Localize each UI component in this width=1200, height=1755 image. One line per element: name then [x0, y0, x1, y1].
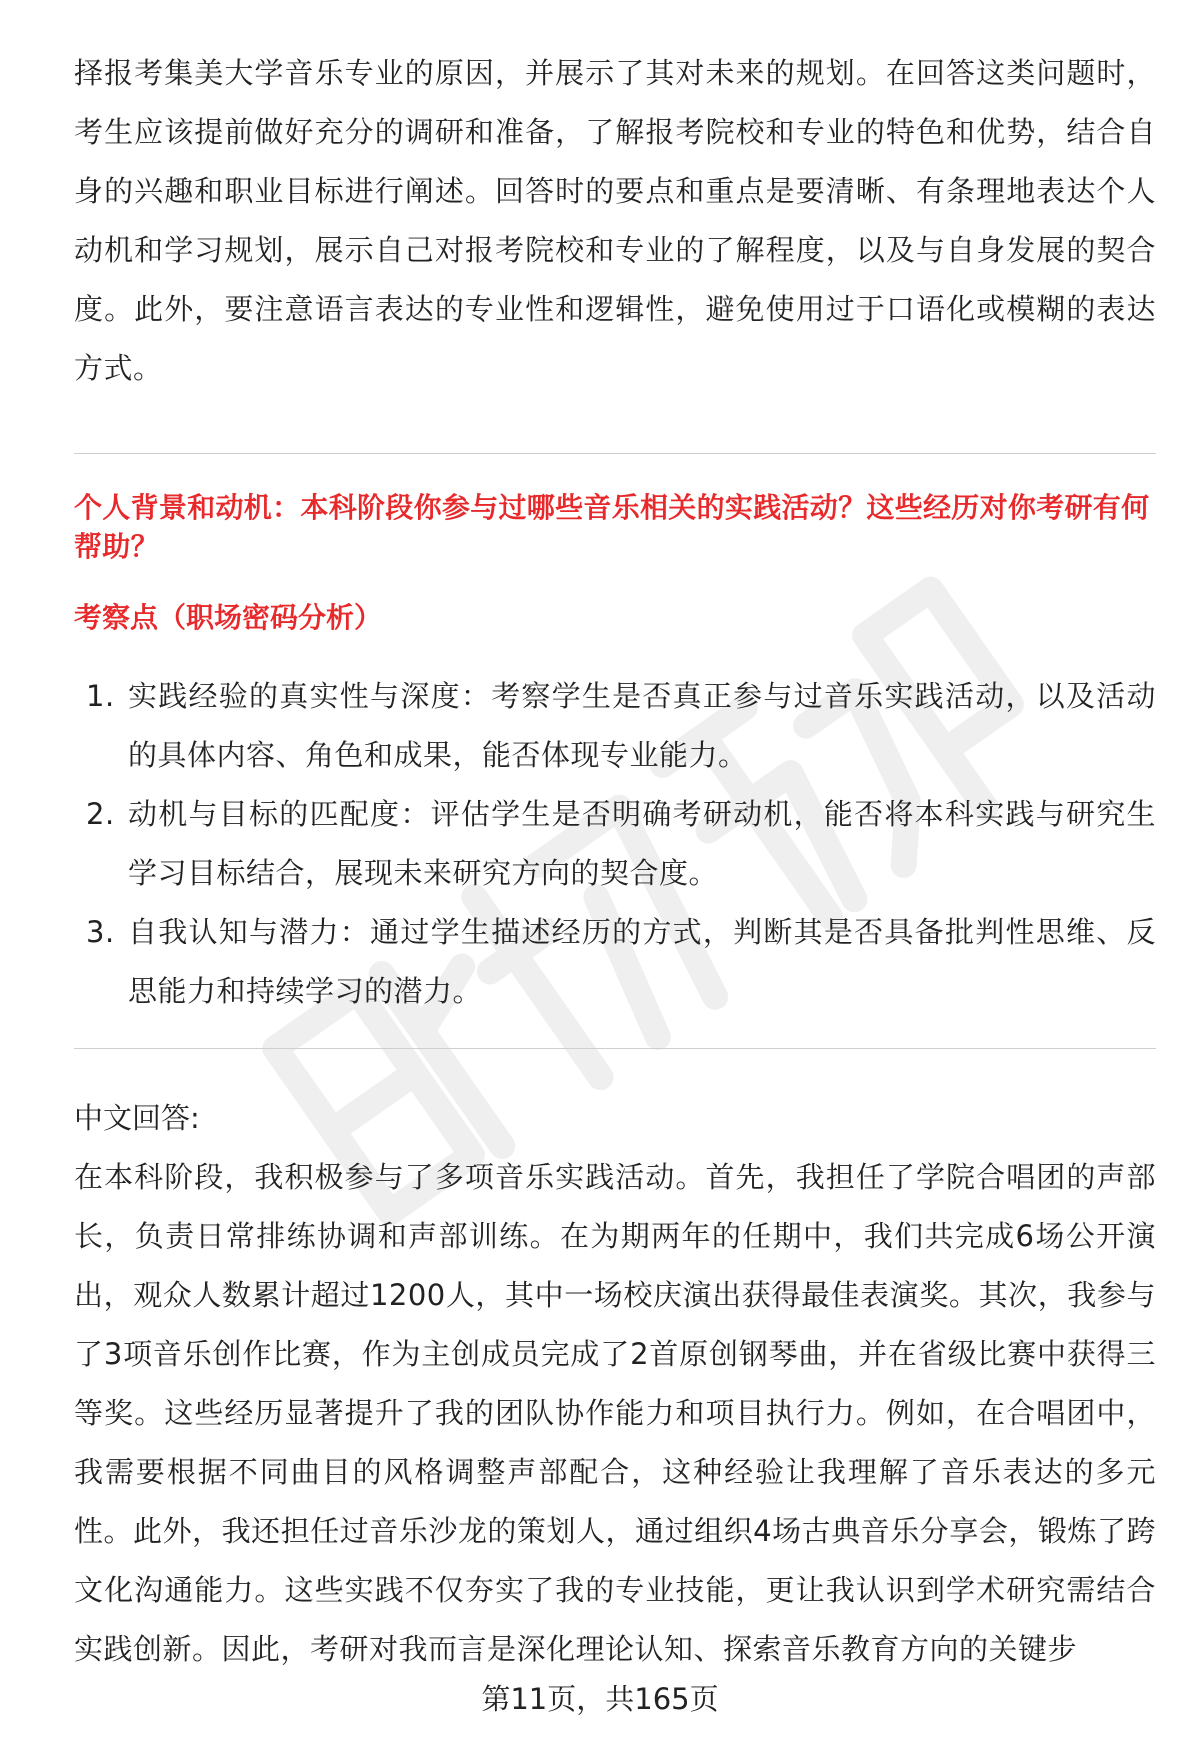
answer-label: 中文回答:: [74, 1101, 200, 1135]
list-item-text: 实践经验的真实性与深度：考察学生是否真正参与过音乐实践活动，以及活动的具体内容、角色和成果，能否体现专业能力。: [128, 679, 1156, 772]
exam-point-list: [74, 667, 1156, 1021]
list-item-number: 2.: [86, 797, 115, 831]
answer-paragraph: 在本科阶段，我积极参与了多项音乐实践活动。首先，我担任了学院合唱团的声部长，负责日常排练协调和声部训练。在为期两年的任期中，我们共完成6场公开演出，观众人数累计超过1200人，其中一场校庆演出获得最佳表演奖。其次，我参与了3项音乐创作比赛，作为主创成员完成了2首原创钢琴曲，并在省级比赛中获得三等奖。这些经历显著提升了我的团队协作能力和项目执行力。例如，在合唱团中，我需要根据不同曲目的风格调整声部配合，这种经验让我理解了音乐表达的多元性。此外，我还担任过音乐沙龙的策划人，通过组织4场古典音乐分享会，锻炼了跨文化沟通能力。这些实践不仅夯实了我的专业技能，更让我认识到学术研究需结合实践创新。因此，考研对我而言是深化理论认知、探索音乐教育方向的关键步: [74, 1160, 1156, 1666]
list-item: [74, 667, 1156, 785]
intro-paragraph: 择报考集美大学音乐专业的原因，并展示了其对未来的规划。在回答这类问题时，考生应该提前做好充分的调研和准备，了解报考院校和专业的特色和优势，结合自身的兴趣和职业目标进行阐述。回答时的要点和重点是要清晰、有条理地表达个人动机和学习规划，展示自己对报考院校和专业的了解程度，以及与自身发展的契合度。此外，要注意语言表达的专业性和逻辑性，避免使用过于口语化或模糊的表达方式。: [74, 56, 1156, 385]
section-divider: [74, 453, 1156, 454]
list-item: [74, 785, 1156, 903]
section-divider: [74, 1048, 1156, 1049]
list-item-number: 3.: [86, 915, 115, 949]
exam-point-heading: 考察点（职场密码分析）: [74, 601, 383, 634]
list-item-number: 1.: [86, 679, 115, 713]
page-indicator: 第11页，共165页: [481, 1682, 719, 1716]
question-title: 个人背景和动机：本科阶段你参与过哪些音乐相关的实践活动？这些经历对你考研有何帮助？: [74, 491, 1150, 563]
document-page: [74, 0, 1156, 1755]
list-item-text: 自我认知与潜力：通过学生描述经历的方式，判断其是否具备批判性思维、反思能力和持续学习的潜力。: [128, 915, 1156, 1008]
list-item-text: 动机与目标的匹配度：评估学生是否明确考研动机，能否将本科实践与研究生学习目标结合，展现未来研究方向的契合度。: [128, 797, 1156, 890]
list-item: [74, 903, 1156, 1021]
